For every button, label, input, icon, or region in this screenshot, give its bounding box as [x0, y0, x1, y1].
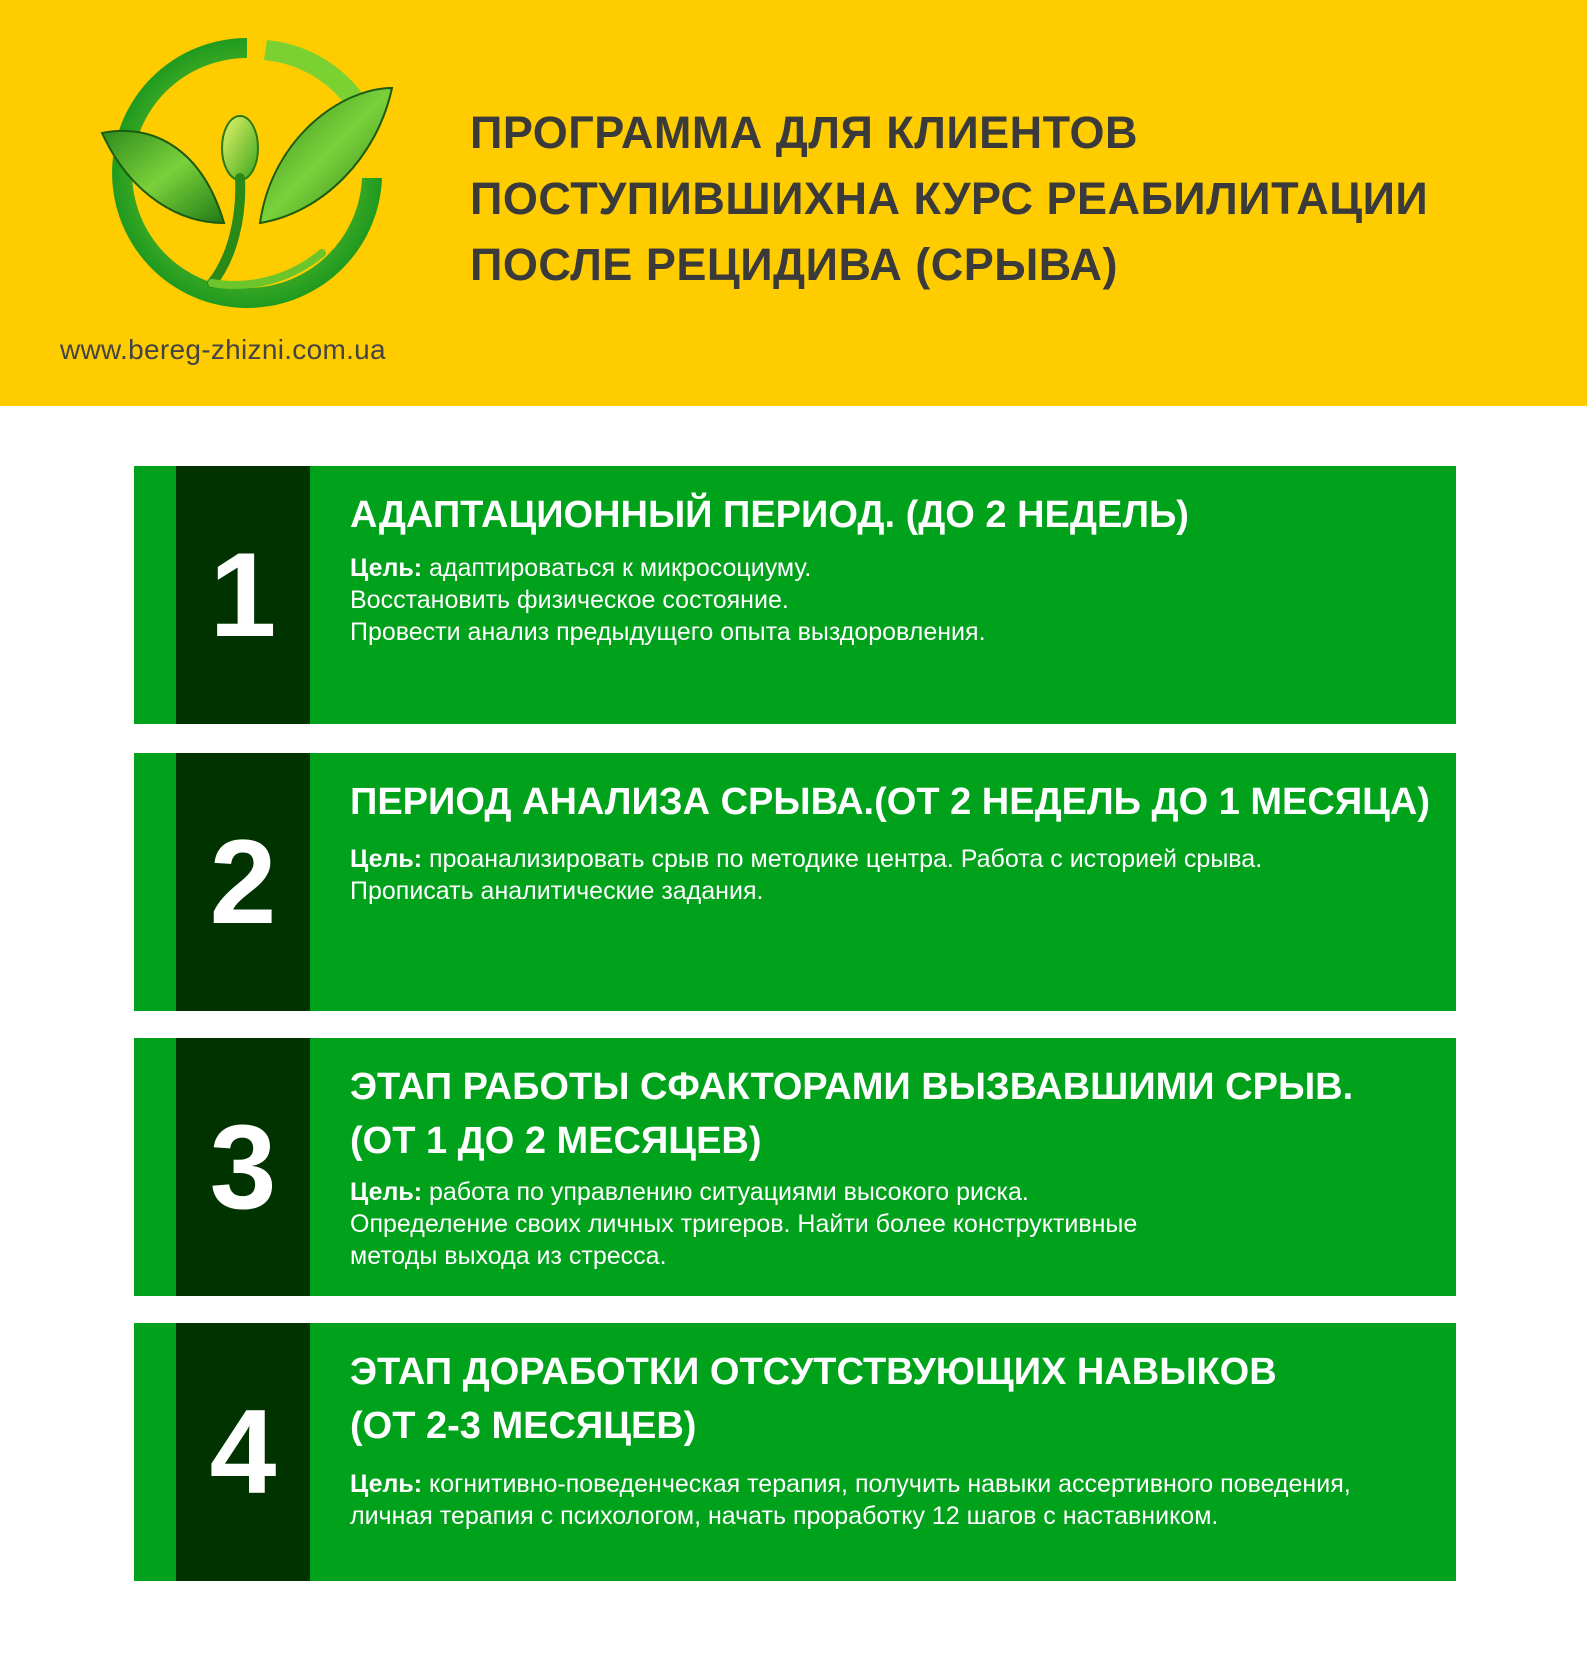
- step-number-column: [176, 1323, 310, 1581]
- page-title-line: ПРОГРАММА ДЛЯ КЛИЕНТОВ: [470, 107, 1139, 158]
- goal-text-line: адаптироваться к микросоциуму.: [422, 554, 812, 582]
- step-card-4: [134, 1323, 1456, 1581]
- step-title: [350, 775, 1440, 829]
- step-goal: [350, 1176, 1450, 1272]
- step-title-line: АДАПТАЦИОННЫЙ ПЕРИОД. (ДО 2 НЕДЕЛЬ): [350, 494, 1189, 536]
- step-number: 1: [209, 528, 277, 662]
- leaf-sprout-logo-icon: [92, 28, 402, 318]
- goal-label: Цель:: [350, 845, 423, 873]
- goal-text-line: Определение своих личных тригеров. Найти более конструктивные: [350, 1210, 1138, 1238]
- goal-text-line: методы выхода из стресса.: [350, 1242, 667, 1270]
- step-title-line: ПЕРИОД АНАЛИЗА СРЫВА.(ОТ 2 НЕДЕЛЬ ДО 1 МЕСЯЦА): [350, 781, 1431, 823]
- step-goal: [350, 1468, 1450, 1532]
- page-title-line: ПОСТУПИВШИХНА КУРС РЕАБИЛИТАЦИИ: [470, 173, 1429, 224]
- step-number-column: [176, 753, 310, 1011]
- step-card-1: [134, 466, 1456, 724]
- goal-text-line: Прописать аналитические задания.: [350, 877, 764, 905]
- step-number-column: [176, 466, 310, 724]
- page-title: [470, 100, 1570, 298]
- step-title: [350, 488, 1440, 542]
- goal-text-line: Восстановить физическое состояние.: [350, 586, 789, 614]
- step-title-line: (ОТ 2-3 МЕСЯЦЕВ): [350, 1405, 697, 1447]
- step-goal: [350, 552, 1450, 648]
- goal-text-line: Провести анализ предыдущего опыта выздоровления.: [350, 618, 986, 646]
- step-number: 4: [209, 1385, 277, 1519]
- step-title-line: ЭТАП ДОРАБОТКИ ОТСУТСТВУЮЩИХ НАВЫКОВ: [350, 1351, 1277, 1393]
- step-number: 3: [209, 1100, 277, 1234]
- step-goal: [350, 843, 1450, 907]
- page-title-line: ПОСЛЕ РЕЦИДИВА (СРЫВА): [470, 239, 1119, 290]
- goal-label: Цель:: [350, 1470, 423, 1498]
- goal-text-line: проанализировать срыв по методике центра. Работа с историей срыва.: [422, 845, 1263, 873]
- step-title: [350, 1345, 1440, 1453]
- step-card-2: [134, 753, 1456, 1011]
- goal-text-line: когнитивно-поведенческая терапия, получить навыки ассертивного поведения,: [422, 1470, 1351, 1498]
- goal-text-line: личная терапия с психологом, начать проработку 12 шагов с наставником.: [350, 1502, 1219, 1530]
- step-number: 2: [209, 815, 277, 949]
- website-url[interactable]: www.bereg-zhizni.com.ua: [60, 334, 386, 365]
- header-banner: [0, 0, 1587, 406]
- step-number-column: [176, 1038, 310, 1296]
- step-title: [350, 1060, 1440, 1168]
- step-title-line: (ОТ 1 ДО 2 МЕСЯЦЕВ): [350, 1120, 762, 1162]
- goal-text-line: работа по управлению ситуациями высокого риска.: [422, 1178, 1029, 1206]
- goal-label: Цель:: [350, 554, 423, 582]
- goal-label: Цель:: [350, 1178, 423, 1206]
- step-card-3: [134, 1038, 1456, 1296]
- step-title-line: ЭТАП РАБОТЫ СФАКТОРАМИ ВЫЗВАВШИМИ СРЫВ.: [350, 1066, 1354, 1108]
